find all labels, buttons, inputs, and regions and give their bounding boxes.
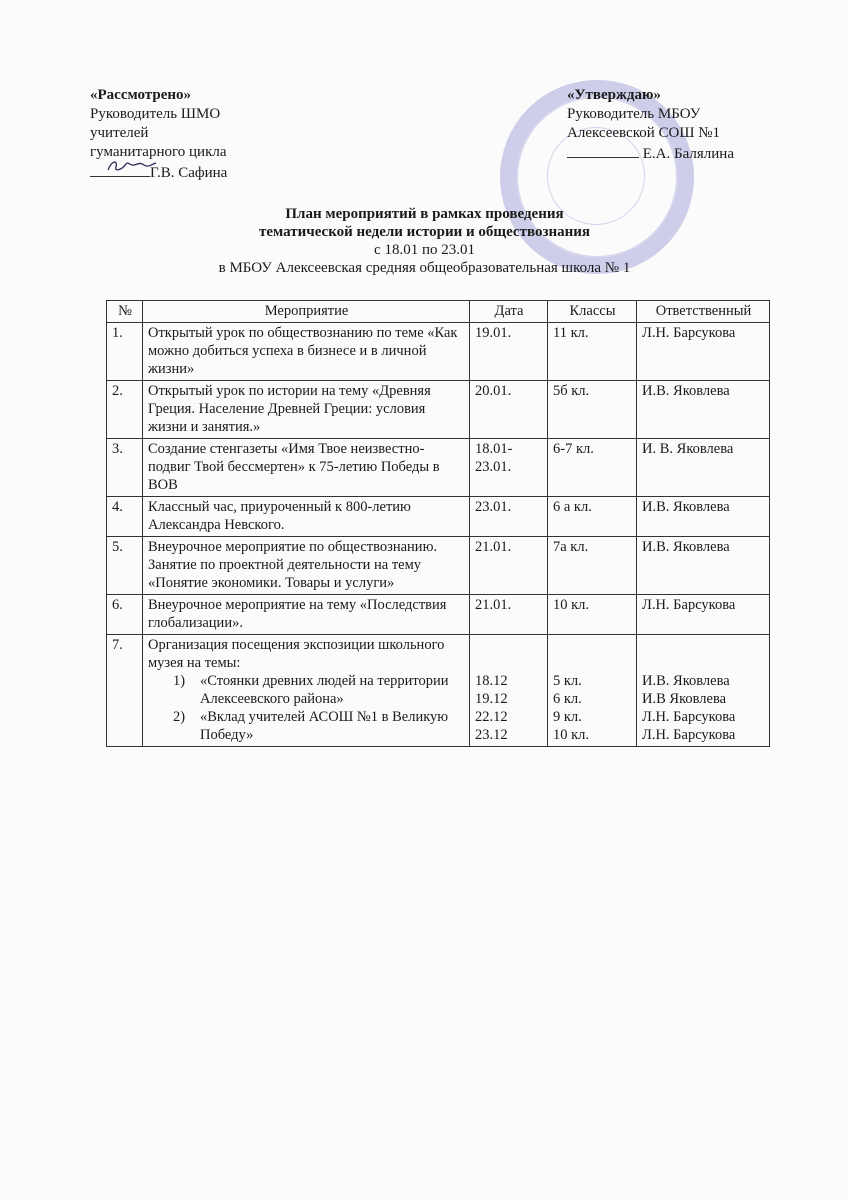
row-responsible: И.В. Яковлева xyxy=(637,497,770,537)
row-number: 5. xyxy=(107,537,143,595)
approval-block-approved xyxy=(567,86,807,164)
date-value: 18.12 xyxy=(475,673,508,689)
table-row xyxy=(107,381,770,439)
museum-topic-1 xyxy=(148,672,465,708)
row-responsible: И.В. Яковлева xyxy=(637,537,770,595)
museum-topic-2 xyxy=(148,708,465,744)
row-responsible: И. В. Яковлева xyxy=(637,439,770,497)
approved-position-line2: Алексеевской СОШ №1 xyxy=(567,125,721,141)
row-classes: 10 кл. xyxy=(548,595,637,635)
table-row xyxy=(107,323,770,381)
title-dates: с 18.01 по 23.01 xyxy=(374,242,475,258)
responsible-value: И.В Яковлева xyxy=(642,691,727,707)
row-number: 3. xyxy=(107,439,143,497)
row-number: 4. xyxy=(107,497,143,537)
museum-intro: Организация посещения экспозиции школьного музея на темы: xyxy=(148,637,445,671)
header-date: Дата xyxy=(470,301,548,323)
class-value: 5 кл. xyxy=(553,673,582,689)
row-event xyxy=(143,635,470,747)
row-event: Внеурочное мероприятие на тему «Последствия глобализации». xyxy=(143,595,470,635)
signature-line xyxy=(90,162,150,177)
table-row xyxy=(107,635,770,747)
class-value: 10 кл. xyxy=(553,727,590,743)
table-row xyxy=(107,537,770,595)
approved-signature-row xyxy=(567,143,807,164)
row-responsible: Л.Н. Барсукова xyxy=(637,323,770,381)
row-number: 1. xyxy=(107,323,143,381)
responsible-value: И.В. Яковлева xyxy=(642,673,730,689)
approval-block-reviewed xyxy=(90,86,350,183)
reviewed-signature-row xyxy=(90,162,350,183)
date-value: 23.12 xyxy=(475,727,508,743)
row-date: 18.01-23.01. xyxy=(470,439,548,497)
header-number: № xyxy=(107,301,143,323)
header-classes: Классы xyxy=(548,301,637,323)
signature-line xyxy=(567,143,639,158)
row-classes xyxy=(548,635,637,747)
row-date: 19.01. xyxy=(470,323,548,381)
row-event: Открытый урок по истории на тему «Древняя Греция. Население Древней Греции: условия жизни и занятия.» xyxy=(143,381,470,439)
row-event: Внеурочное мероприятие по обществознанию. Занятие по проектной деятельности на тему «Понятие экономики. Товары и услуги» xyxy=(143,537,470,595)
row-classes: 6 а кл. xyxy=(548,497,637,537)
title-line2: тематической недели истории и обществознания xyxy=(258,224,591,240)
row-number: 7. xyxy=(107,635,143,747)
row-classes: 11 кл. xyxy=(548,323,637,381)
reviewed-position-line1: Руководитель ШМО xyxy=(90,106,221,122)
row-classes: 5б кл. xyxy=(548,381,637,439)
reviewed-position-line2: учителей xyxy=(90,125,149,141)
row-event: Создание стенгазеты «Имя Твое неизвестно-подвиг Твой бессмертен» к 75-летию Победы в ВОВ xyxy=(143,439,470,497)
approved-position-line1: Руководитель МБОУ xyxy=(567,106,701,122)
table-row xyxy=(107,439,770,497)
approved-label: «Утверждаю» xyxy=(567,87,661,103)
row-responsible: Л.Н. Барсукова xyxy=(637,595,770,635)
row-number: 6. xyxy=(107,595,143,635)
reviewed-signer-name: Г.В. Сафина xyxy=(150,165,228,181)
row-classes: 6-7 кл. xyxy=(548,439,637,497)
title-school: в МБОУ Алексеевская средняя общеобразовательная школа № 1 xyxy=(218,260,631,276)
responsible-value: Л.Н. Барсукова xyxy=(642,727,736,743)
class-value: 6 кл. xyxy=(553,691,582,707)
document-title xyxy=(0,205,849,277)
responsible-value: Л.Н. Барсукова xyxy=(642,709,736,725)
events-table xyxy=(106,300,770,747)
approved-signer-name: Е.А. Балялина xyxy=(642,146,734,162)
row-date: 20.01. xyxy=(470,381,548,439)
row-date: 21.01. xyxy=(470,537,548,595)
title-line1: План мероприятий в рамках проведения xyxy=(285,206,564,222)
row-number: 2. xyxy=(107,381,143,439)
reviewed-label: «Рассмотрено» xyxy=(90,87,191,103)
handwritten-signature xyxy=(104,158,164,174)
row-date xyxy=(470,635,548,747)
table-row xyxy=(107,595,770,635)
row-responsible xyxy=(637,635,770,747)
row-responsible: И.В. Яковлева xyxy=(637,381,770,439)
topic-text: «Стоянки древних людей на территории Алексеевского района» xyxy=(200,673,449,707)
table-header-row xyxy=(107,301,770,323)
reviewed-position-line3: гуманитарного цикла xyxy=(90,144,227,160)
row-classes: 7а кл. xyxy=(548,537,637,595)
row-event: Открытый урок по обществознанию по теме «Как можно добиться успеха в бизнесе и в личной жизни» xyxy=(143,323,470,381)
topic-number: 2) xyxy=(173,709,186,725)
row-date: 21.01. xyxy=(470,595,548,635)
date-value: 19.12 xyxy=(475,691,508,707)
topic-number: 1) xyxy=(173,673,186,689)
row-event: Классный час, приуроченный к 800-летию Александра Невского. xyxy=(143,497,470,537)
table-row xyxy=(107,497,770,537)
date-value: 22.12 xyxy=(475,709,508,725)
header-responsible: Ответственный xyxy=(637,301,770,323)
header-event: Мероприятие xyxy=(143,301,470,323)
row-date: 23.01. xyxy=(470,497,548,537)
class-value: 9 кл. xyxy=(553,709,582,725)
topic-text: «Вклад учителей АСОШ №1 в Великую Победу» xyxy=(200,709,449,743)
